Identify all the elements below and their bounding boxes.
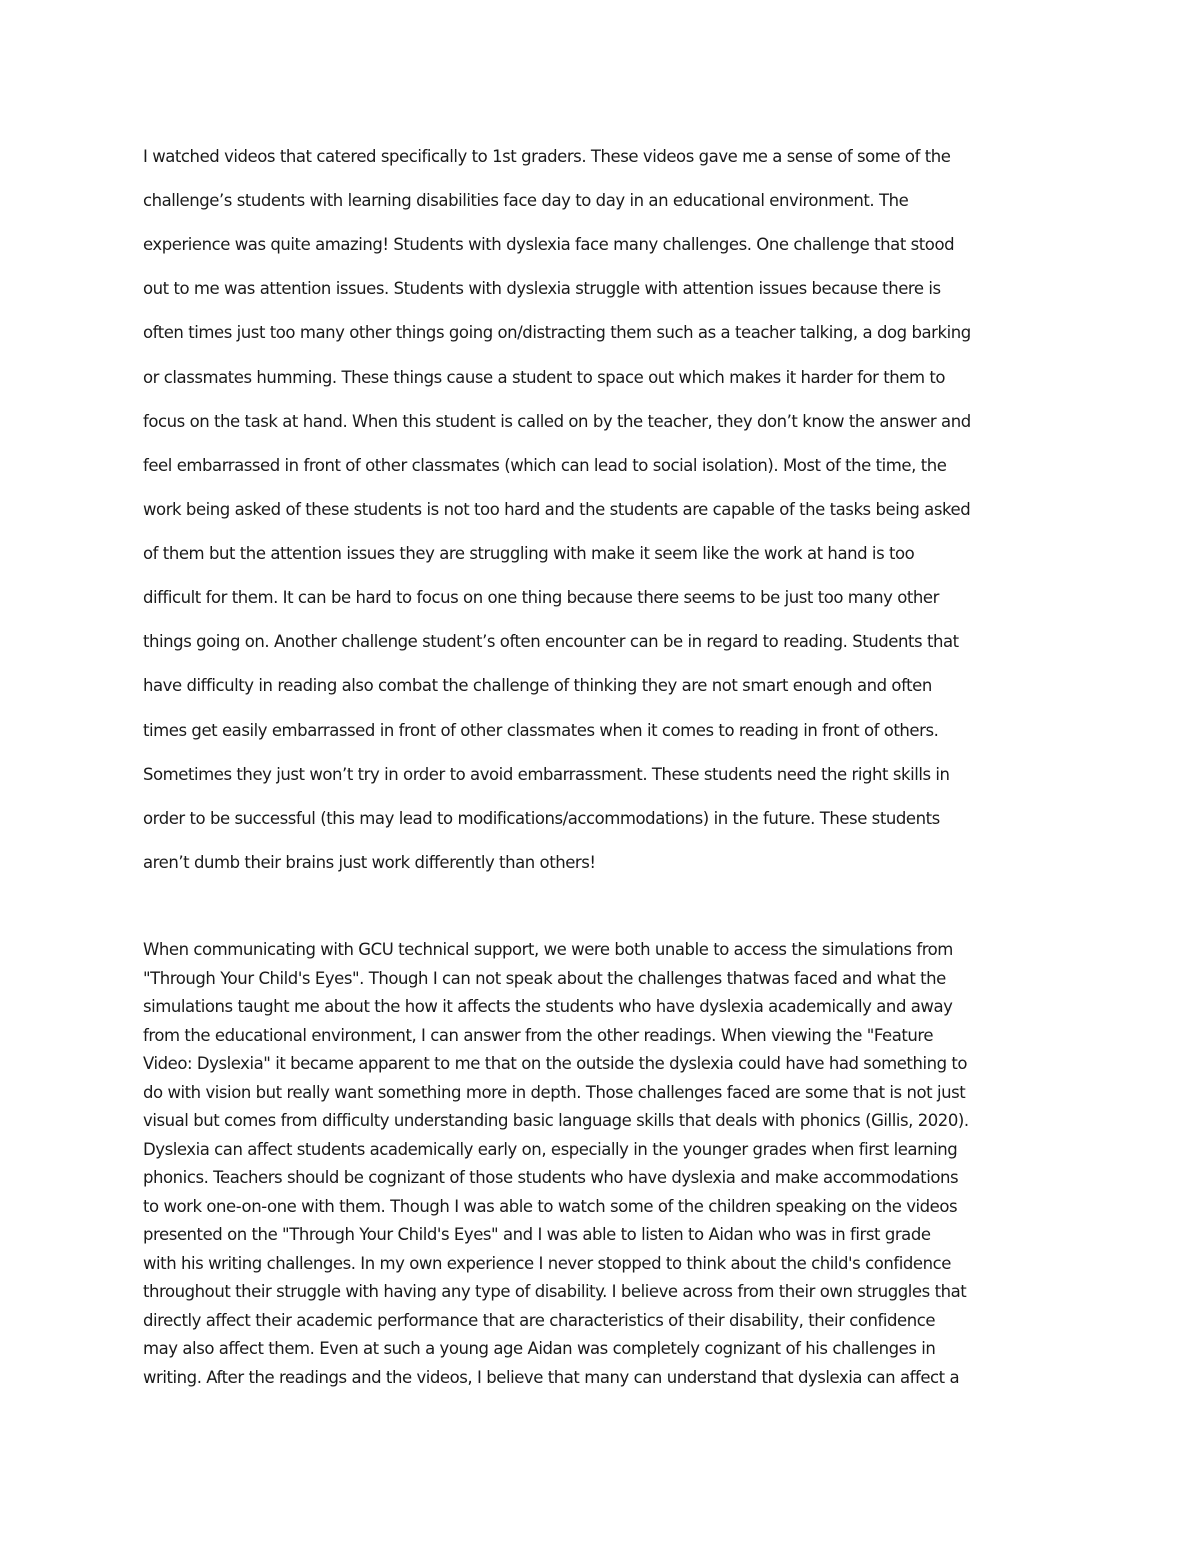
text-line: may also affect them. Even at such a young age Aidan was completely cognizant of his challenges in bbox=[143, 1339, 936, 1358]
text-line: to work one-on-one with them. Though I was able to watch some of the children speaking on the videos bbox=[143, 1196, 958, 1216]
text-line: feel embarrassed in front of other classmates (which can lead to social isolation). Most of the time, the bbox=[143, 455, 947, 475]
text-line: of them but the attention issues they are struggling with make it seem like the work at hand is too bbox=[143, 544, 915, 564]
text-line: throughout their struggle with having any type of disability. I believe across from their own struggles that bbox=[143, 1282, 967, 1301]
text-line: difficult for them. It can be hard to focus on one thing because there seems to be just too many other bbox=[143, 588, 939, 608]
text-line: presented on the "Through Your Child's Eyes" and I was able to listen to Aidan who was in first grade bbox=[143, 1225, 931, 1244]
text-line: simulations taught me about the how it affects the students who have dyslexia academically and away bbox=[143, 997, 953, 1016]
text-line: have difficulty in reading also combat the challenge of thinking they are not smart enough and often bbox=[143, 676, 932, 696]
text-line: focus on the task at hand. When this student is called on by the teacher, they don’t know the answer and bbox=[143, 411, 971, 431]
text-line: directly affect their academic performance that are characteristics of their disability, their confidence bbox=[143, 1310, 936, 1330]
text-line: experience was quite amazing! Students with dyslexia face many challenges. One challenge that stood bbox=[143, 235, 955, 255]
text-line: challenge’s students with learning disabilities face day to day in an educational environment. The bbox=[143, 191, 909, 211]
text-line: "Through Your Child's Eyes". Though I can not speak about the challenges thatwas faced and what the bbox=[143, 968, 946, 988]
text-line: or classmates humming. These things cause a student to space out which makes it harder for them to bbox=[143, 367, 946, 387]
text-line: Video: Dyslexia" it became apparent to me that on the outside the dyslexia could have had something to bbox=[143, 1054, 968, 1073]
text-line: phonics. Teachers should be cognizant of those students who have dyslexia and make accommodations bbox=[143, 1168, 959, 1187]
text-line: often times just too many other things going on/distracting them such as a teacher talking, a dog barking bbox=[143, 323, 971, 343]
text-line: Dyslexia can affect students academically early on, especially in the younger grades when first learning bbox=[143, 1139, 958, 1159]
text-line: When communicating with GCU technical support, we were both unable to access the simulations from bbox=[143, 940, 953, 959]
text-line: order to be successful (this may lead to modifications/accommodations) in the future. These students bbox=[143, 808, 940, 828]
text-line: with his writing challenges. In my own experience I never stopped to think about the child's confidence bbox=[143, 1253, 951, 1273]
text-line: I watched videos that catered specifically to 1st graders. These videos gave me a sense of some of the bbox=[143, 147, 951, 166]
text-line: work being asked of these students is not too hard and the students are capable of the tasks being asked bbox=[143, 499, 971, 519]
text-line: things going on. Another challenge student’s often encounter can be in regard to reading. Students that bbox=[143, 632, 959, 652]
text-line: out to me was attention issues. Students with dyslexia struggle with attention issues because there is bbox=[143, 279, 941, 299]
text-line: from the educational environment, I can answer from the other readings. When viewing the "Feature bbox=[143, 1025, 934, 1045]
text-line: Sometimes they just won’t try in order to avoid embarrassment. These students need the right skills in bbox=[143, 764, 950, 784]
text-line: visual but comes from difficulty understanding basic language skills that deals with phonics (Gillis, 2020). bbox=[143, 1111, 969, 1130]
text-line: times get easily embarrassed in front of other classmates when it comes to reading in front of others. bbox=[143, 720, 939, 740]
text-line: aren’t dumb their brains just work differently than others! bbox=[143, 852, 596, 872]
text-line: do with vision but really want something more in depth. Those challenges faced are some that is not just bbox=[143, 1082, 966, 1102]
text-line: writing. After the readings and the videos, I believe that many can understand that dyslexia can affect a bbox=[143, 1367, 960, 1387]
